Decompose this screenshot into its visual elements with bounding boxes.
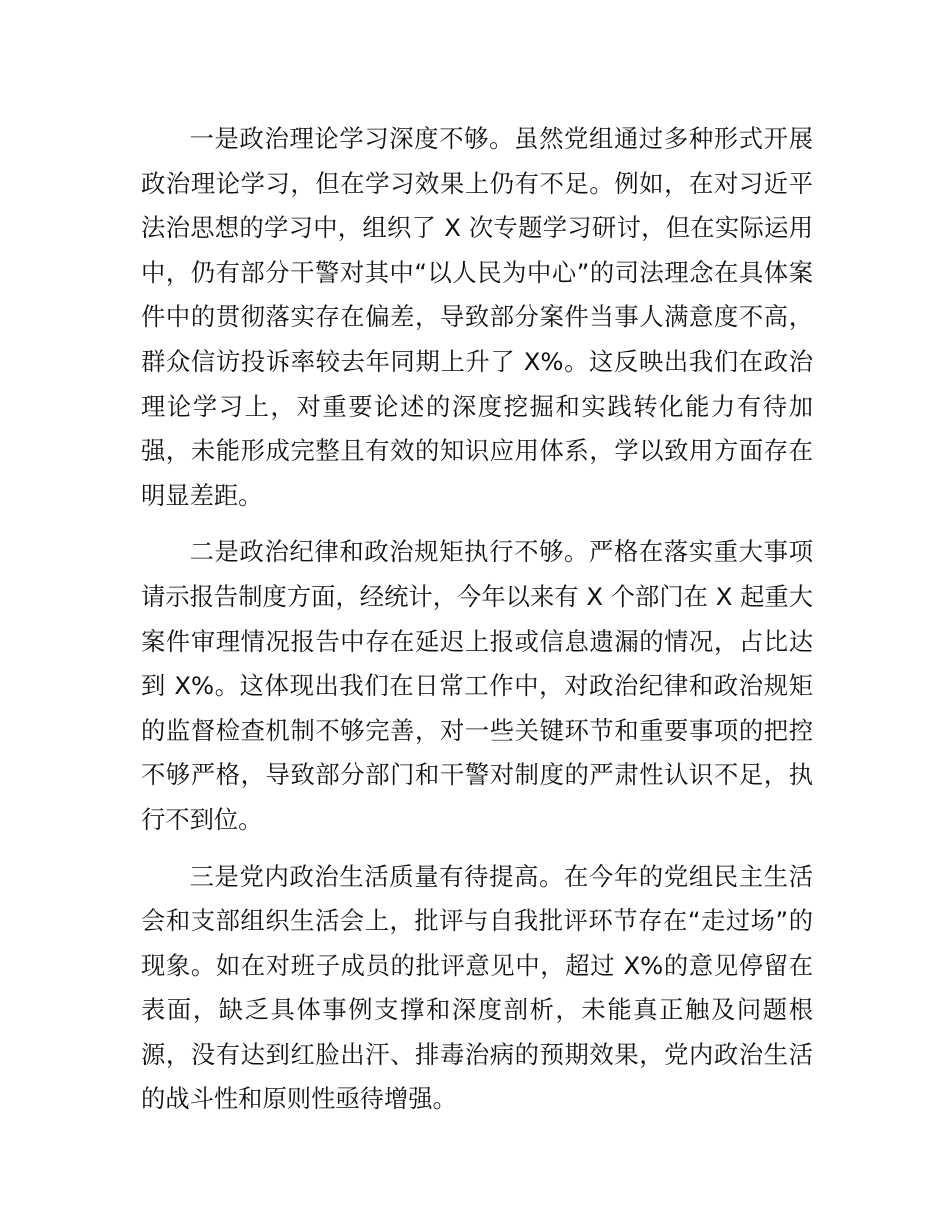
paragraph-political-theory-study: 一是政治理论学习深度不够。虽然党组通过多种形式开展政治理论学习，但在学习效果上仍有不足。例如，在对习近平法治思想的学习中，组织了 X 次专题学习研讨，但在实际运用中，仍有部分干警对其中“以人民为中心”的司法理念在具体案件中的贯彻落实存在偏差，导致部分案件当事人满意度不高，群众信访投诉率较去年同期上升了 X%。这反映出我们在政治理论学习上，对重要论述的深度挖掘和实践转化能力有待加强，未能形成完整且有效的知识应用体系，学以致用方面存在明显差距。 <box>141 124 813 510</box>
paragraph-political-discipline: 二是政治纪律和政治规矩执行不够。严格在落实重大事项请示报告制度方面，经统计，今年以来有 X 个部门在 X 起重大案件审理情况报告中存在延迟上报或信息遗漏的情况，占比达到 X%。这体现出我们在日常工作中，对政治纪律和政治规矩的监督检查机制不够完善，对一些关键环节和重要事项的把控不够严格，导致部分部门和干警对制度的严肃性认识不足，执行不到位。 <box>141 537 813 834</box>
paragraph-inner-party-life: 三是党内政治生活质量有待提高。在今年的党组民主生活会和支部组织生活会上，批评与自我批评环节存在“走过场”的现象。如在对班子成员的批评意见中，超过 X%的意见停留在表面，缺乏具体事例支撑和深度剖析，未能真正触及问题根源，没有达到红脸出汗、排毒治病的预期效果，党内政治生活的战斗性和原则性亟待增强。 <box>141 861 813 1114</box>
document-body <box>141 117 813 1134</box>
